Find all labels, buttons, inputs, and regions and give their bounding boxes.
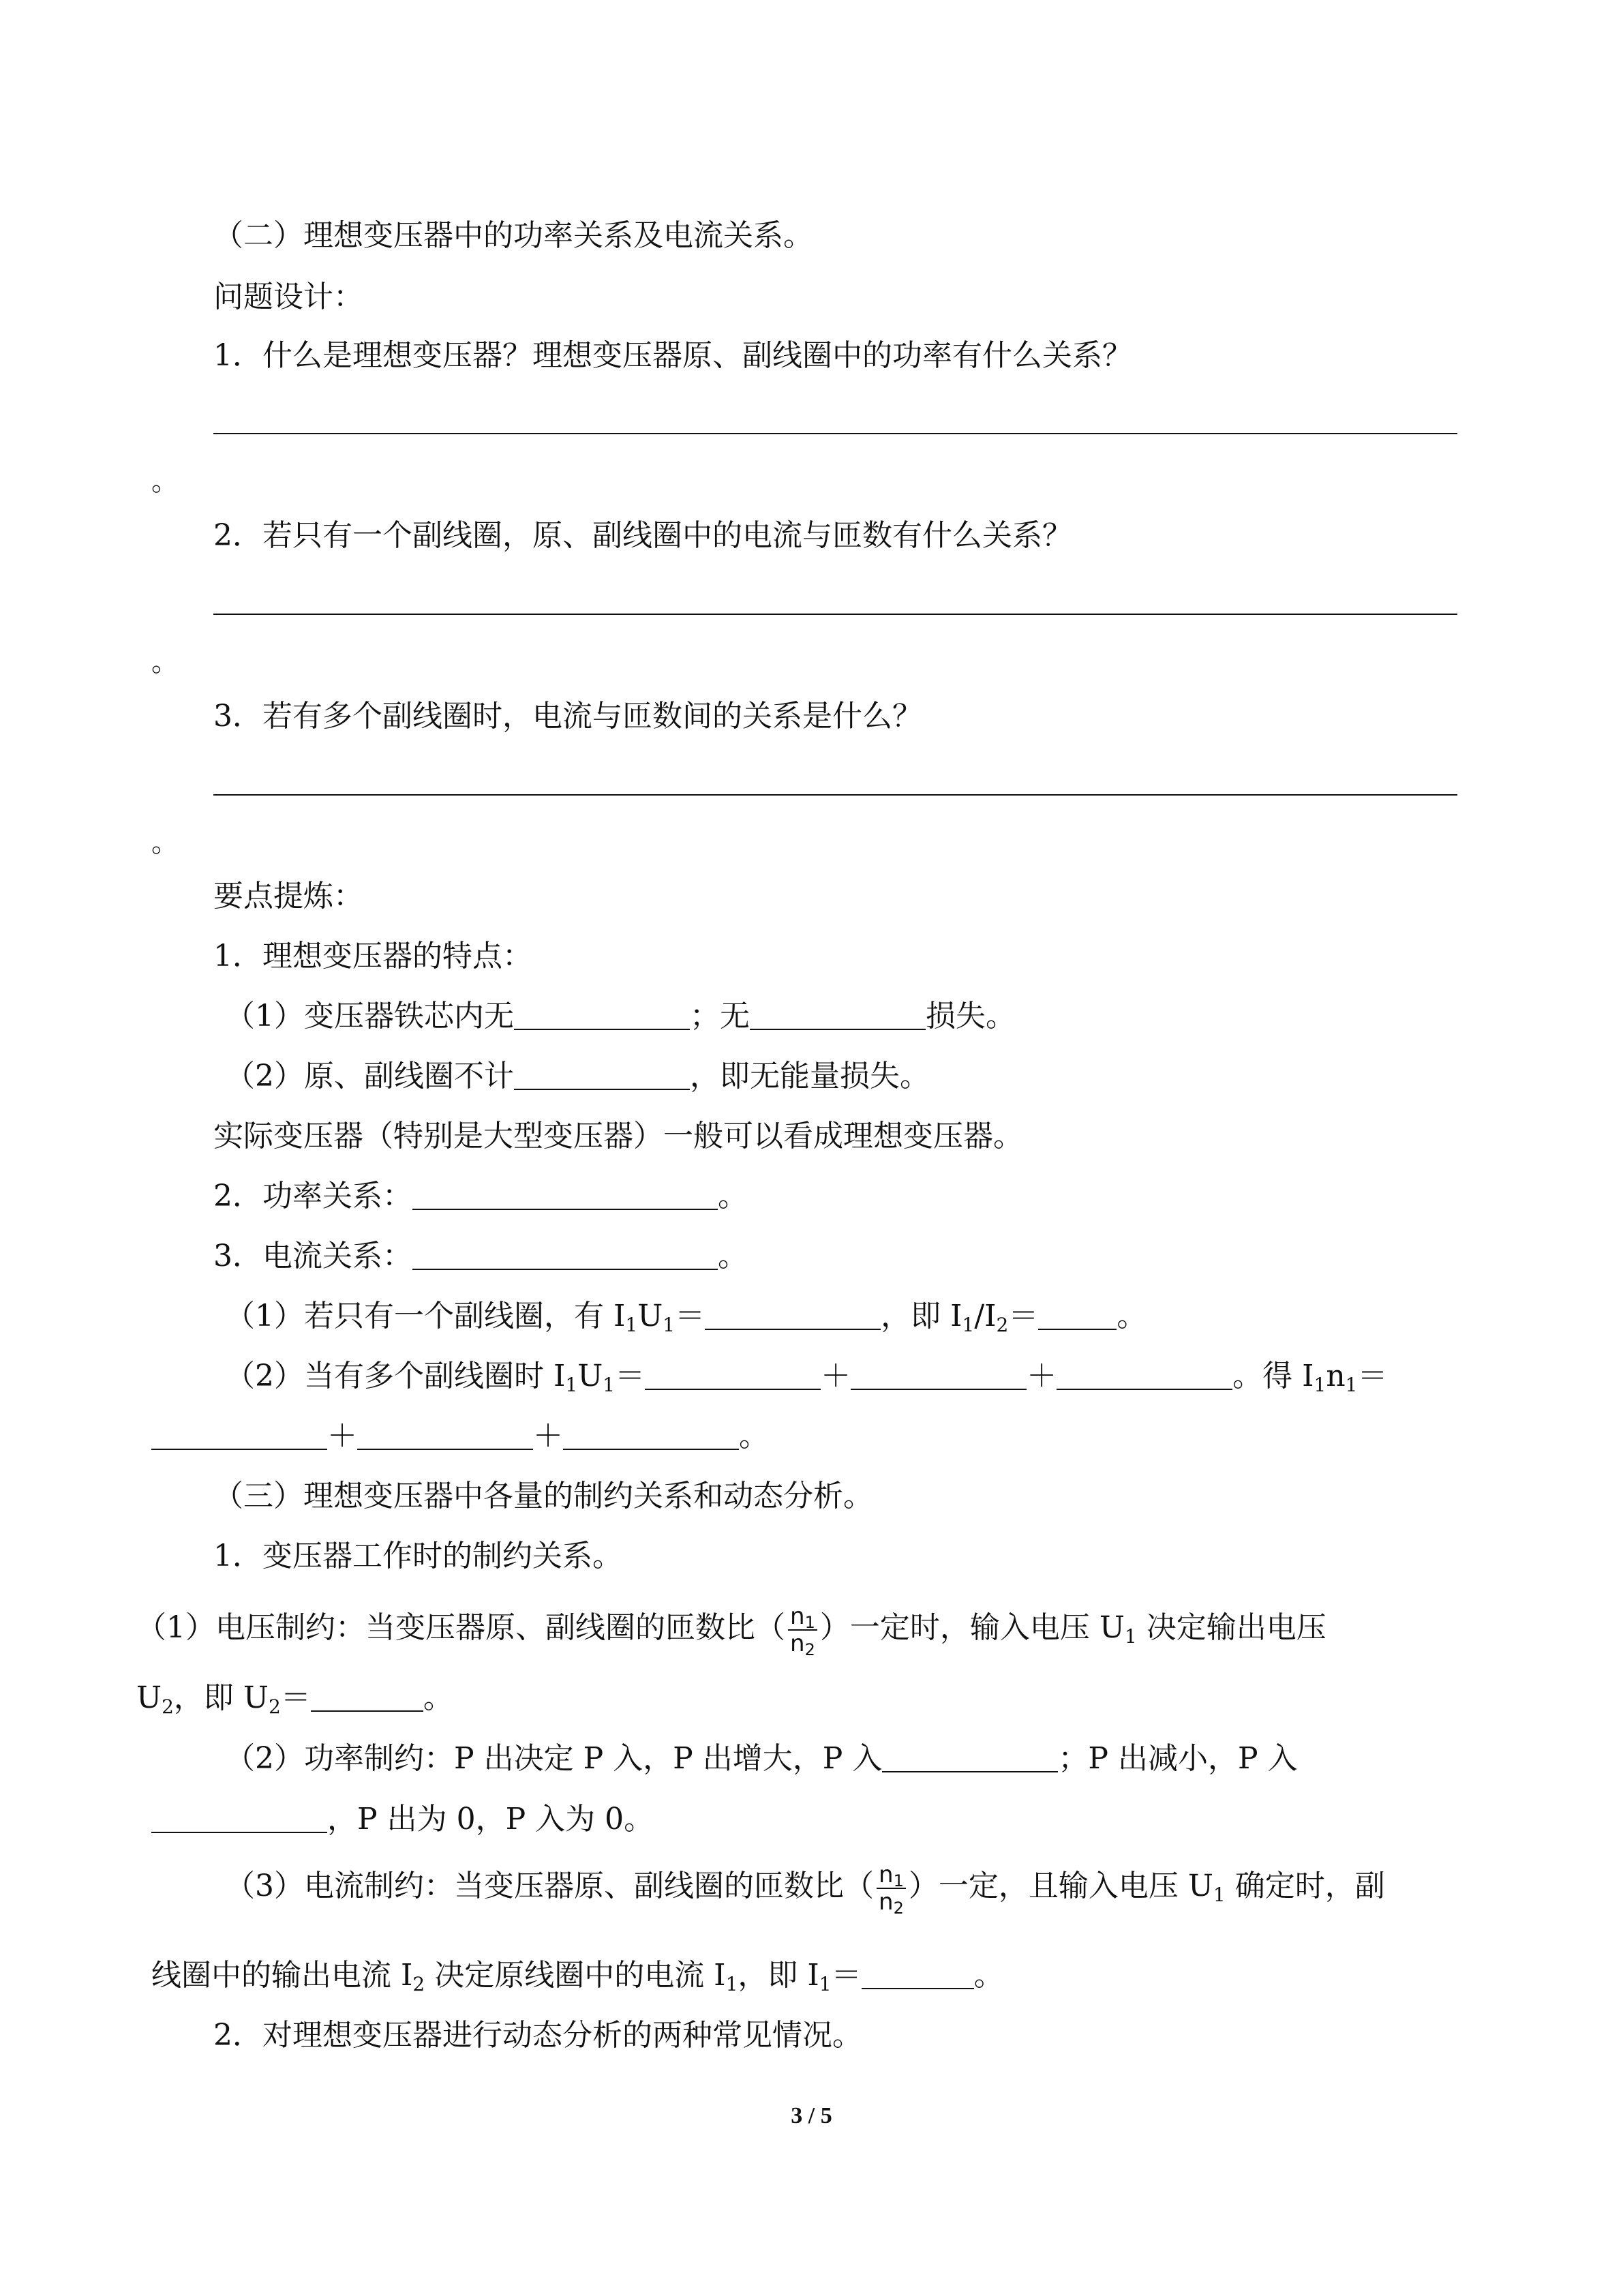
fill-blank[interactable] [1038,1297,1117,1330]
fill-blank[interactable] [862,1957,974,1989]
fill-blank[interactable] [311,1679,423,1712]
period-1: 。 [151,466,179,497]
key-point-1: 1．理想变压器的特点： [213,939,532,973]
fill-blank[interactable] [151,1417,327,1450]
problem-design-heading: 问题设计： [213,280,363,314]
power-constraint: （2）功率制约：P 出决定 P 入，P 出增大，P 入 ；P 出减小，P 入 [225,1741,1298,1776]
fill-blank[interactable] [705,1297,881,1330]
key-point-1-2: （2）原、副线圈不计 ，即无能量损失。 [225,1059,930,1093]
power-constraint-cont: ，P 出为 0，P 入为 0。 [151,1799,654,1840]
fill-blank[interactable] [412,1237,718,1270]
key-point-3-2-cont: ＋ ＋ 。 [151,1416,769,1457]
fill-blank[interactable] [412,1177,718,1210]
turns-ratio-fraction: $\frac{n_1}{n_2}$ [788,1603,817,1657]
voltage-constraint: （1）电压制约：当变压器原、副线圈的匝数比（ $\frac{n_1}{n_2}$ ）一定时，输入电压 $U_1$ 决定输出电压 [136,1602,1326,1659]
fill-blank[interactable] [357,1417,533,1450]
fill-blank[interactable] [645,1357,821,1390]
turns-ratio-fraction: $\frac{n_1}{n_2}$ [877,1862,906,1915]
question-1: 1．什么是理想变压器？理想变压器原、副线圈中的功率有什么关系？ [213,338,1132,373]
period-2: 。 [151,646,179,678]
section2-title: （二）理想变压器中的功率关系及电流关系。 [213,218,813,253]
section3-title: （三）理想变压器中各量的制约关系和动态分析。 [213,1479,873,1513]
section3-point-1: 1．变压器工作时的制约关系。 [213,1539,622,1573]
page-number: 3 / 5 [791,2103,832,2128]
fill-blank[interactable] [851,1357,1027,1390]
question-3: 3．若有多个副线圈时，电流与匝数间的关系是什么？ [213,699,922,734]
key-point-2: 2．功率关系： 。 [213,1179,748,1213]
fill-blank[interactable] [882,1740,1058,1772]
fill-blank[interactable] [563,1417,739,1450]
fill-blank[interactable] [1057,1357,1232,1390]
key-point-3-1: （1）若只有一个副线圈，有 $I_1U_1=$ ，即 $I_1/I_2=$ 。 [225,1299,1147,1336]
fill-blank[interactable] [514,997,690,1030]
voltage-constraint-cont: $U_2$，即 $U_2=$ 。 [136,1680,453,1718]
answer-line-3[interactable] [213,794,1457,796]
answer-line-1[interactable] [213,433,1457,434]
section3-point-2: 2．对理想变压器进行动态分析的两种常见情况。 [213,2018,862,2053]
key-points-heading: 要点提炼： [213,879,363,913]
period-3: 。 [151,827,179,858]
key-point-3-2: （2）当有多个副线圈时 $I_1U_1=$ ＋ ＋ 。得 $I_1n_1=$ [225,1359,1388,1396]
question-2: 2．若只有一个副线圈，原、副线圈中的电流与匝数有什么关系？ [213,518,1072,553]
fill-blank[interactable] [151,1800,327,1833]
answer-line-2[interactable] [213,614,1457,615]
fill-blank[interactable] [514,1057,690,1090]
fill-blank[interactable] [750,997,926,1030]
key-point-3: 3．电流关系： 。 [213,1239,748,1273]
current-constraint-cont: 线圈中的输出电流 $I_2$ 决定原线圈中的电流 $I_1$，即 $I_1=$ 。 [151,1958,1004,1995]
current-constraint: （3）电流制约：当变压器原、副线圈的匝数比（ $\frac{n_1}{n_2}$ ）一定，且输入电压 $U_1$ 确定时，副 [225,1860,1385,1918]
key-point-1-1: （1）变压器铁芯内无 ；无 损失。 [225,999,1016,1033]
key-point-actual: 实际变压器（特别是大型变压器）一般可以看成理想变压器。 [213,1119,1023,1153]
